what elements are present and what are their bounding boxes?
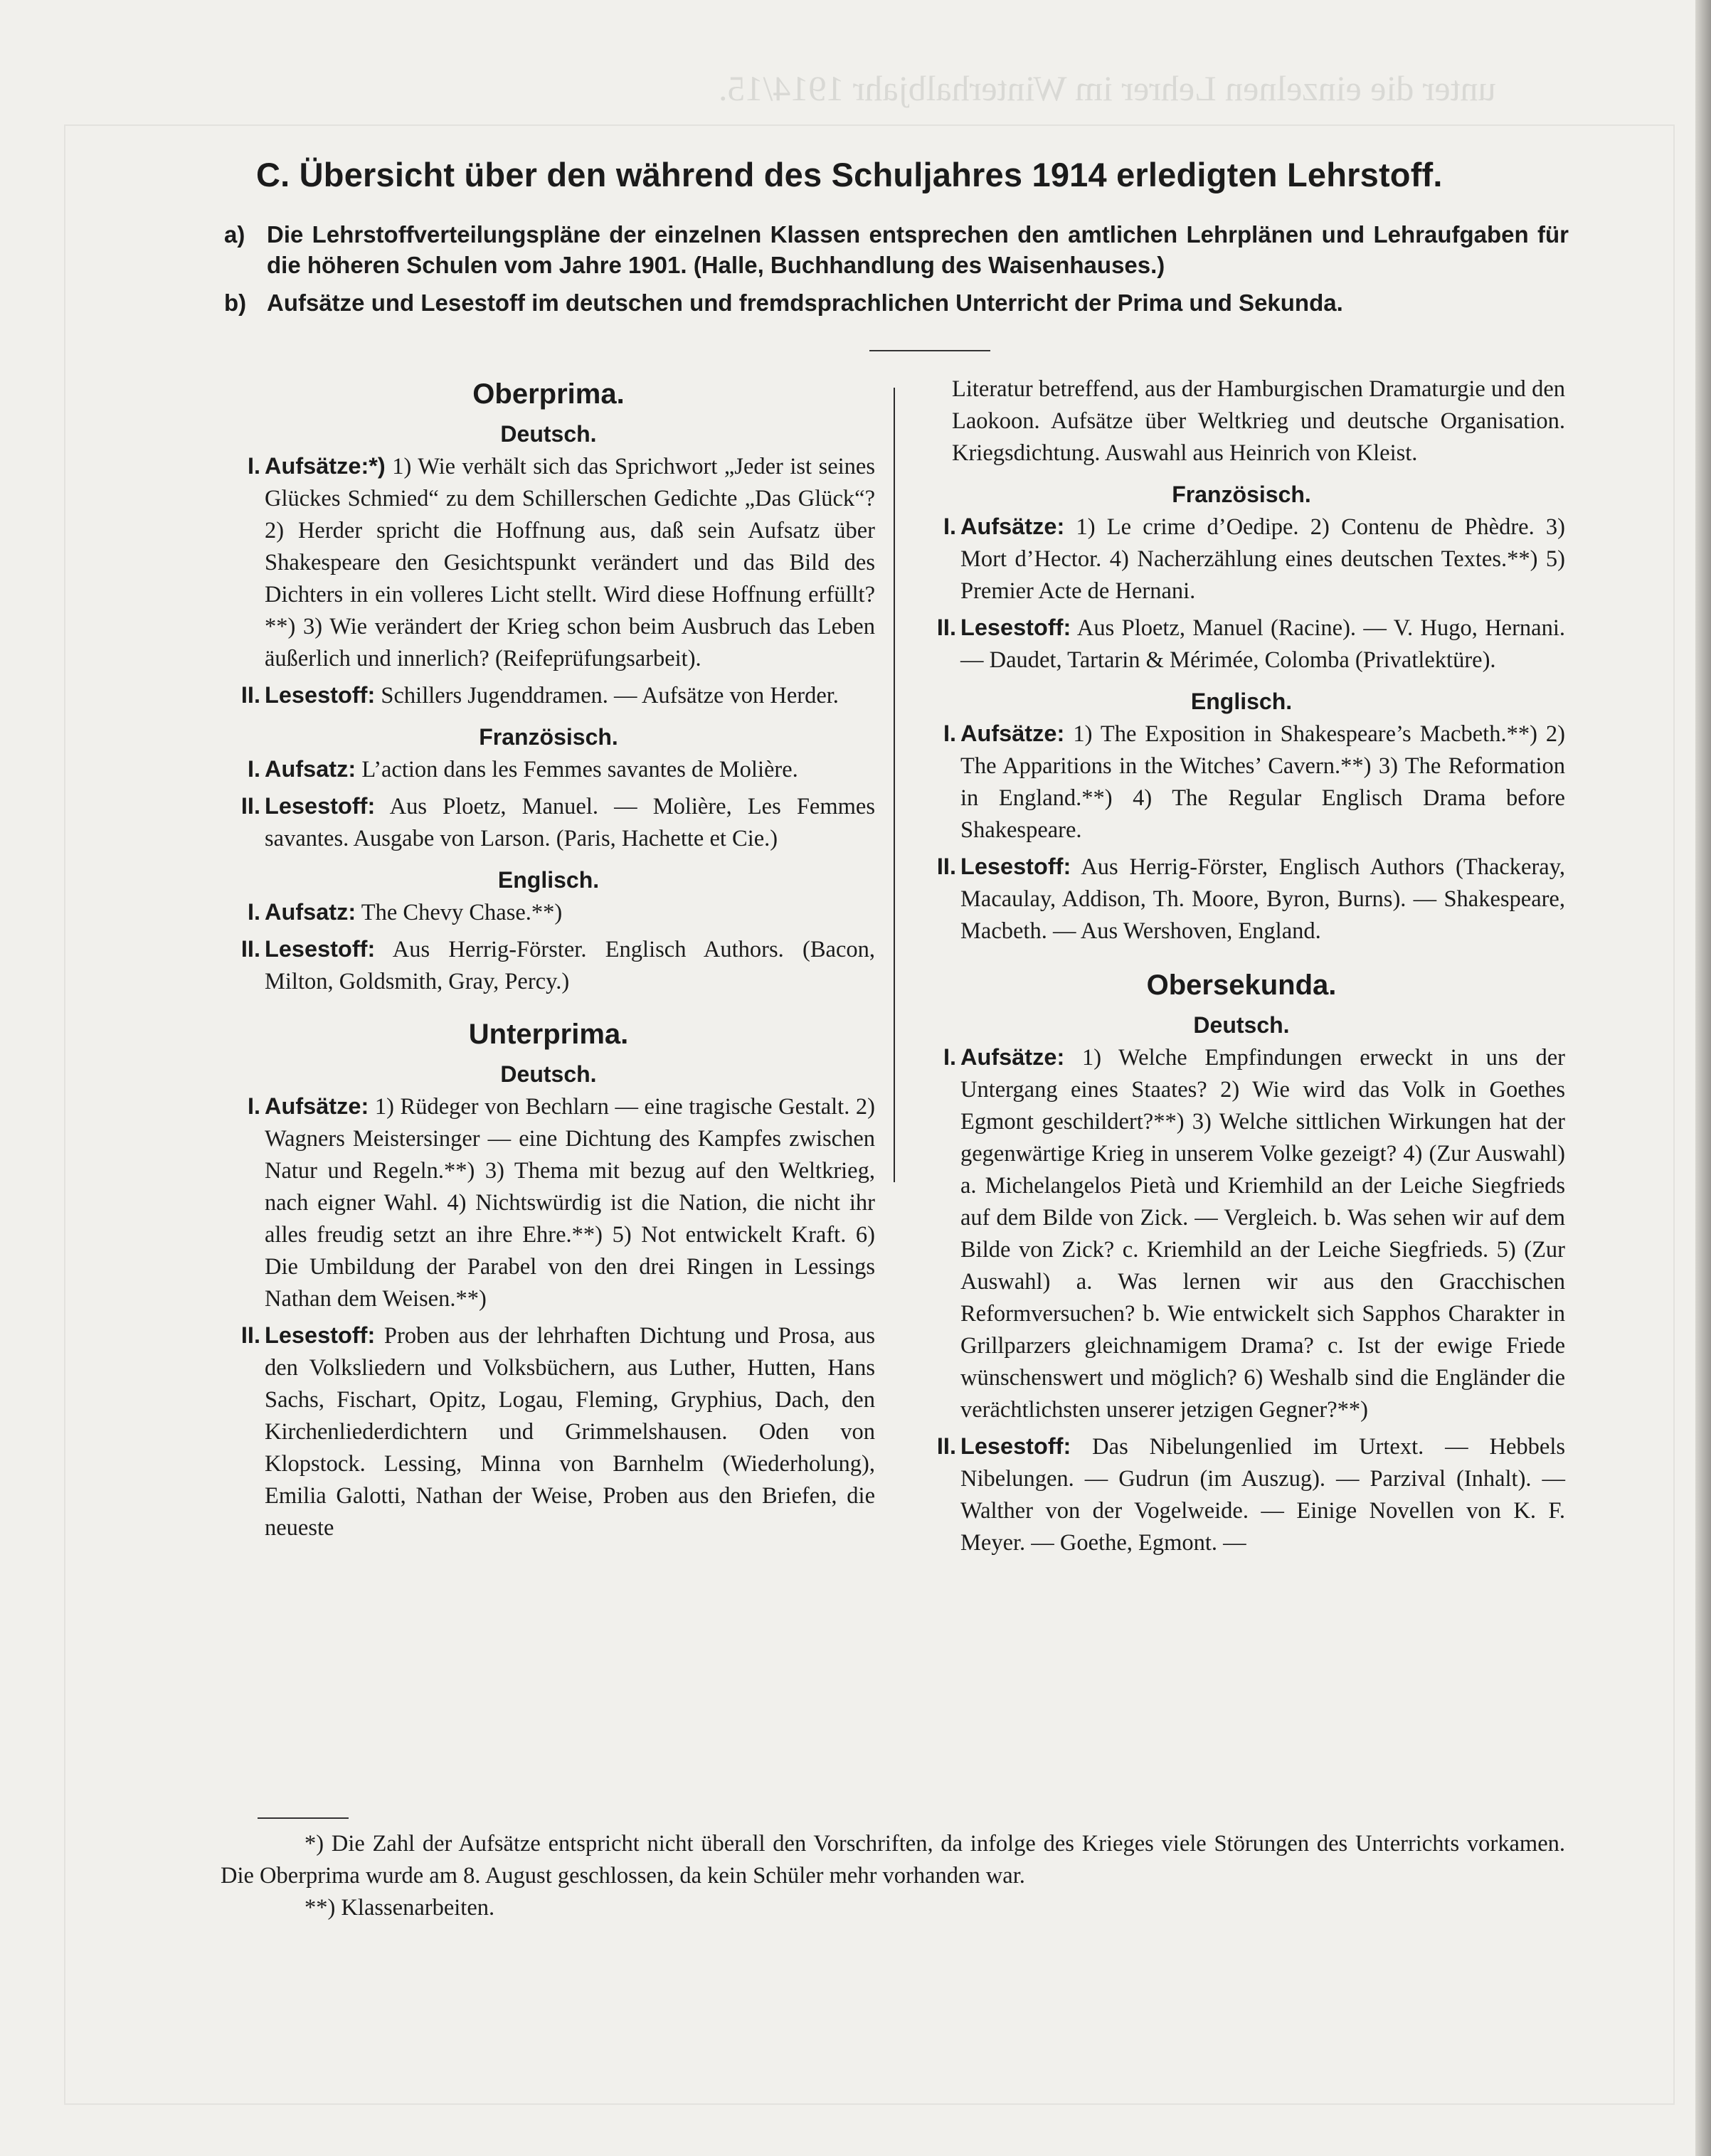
entry-label: Aufsätze: [960, 1044, 1065, 1070]
entry-text: Aus Herrig-Förster, Englisch Authors (Thackeray, Macaulay, Addison, Th. Moore, Byron, Burns). — Shakespeare, Macbeth. — Aus Wershoven, England. [960, 854, 1565, 944]
entry-number: I. [943, 514, 956, 539]
entry-aufsatz [222, 753, 875, 786]
entry-lesestoff [918, 851, 1565, 947]
entry-aufsaetze [222, 450, 875, 675]
subject-franzoesisch: Französisch. [1172, 482, 1311, 507]
page-edge-shadow [1695, 0, 1711, 2156]
intro-b-text: Aufsätze und Lesestoff im deutschen und fremdsprachlichen Unterricht der Prima und Sekunda. [267, 290, 1343, 316]
entry-lesestoff [918, 612, 1565, 676]
intro-b [224, 287, 1569, 318]
entry-label: Aufsätze: [265, 1093, 369, 1119]
entry-text: 1) Wie verhält sich das Sprichwort „Jeder ist seines Glückes Schmied“ zu dem Schillerschen Gedichte „Das Glück“? 2) Herder spricht die Hoffnung aus, daß sein Aufsatz über Shakespeare den Gesichtspunkt verändert und das Bild des Dichters in ein volleres Licht stellt. Wird diese Hoffnung erfüllt?**) 3) Wie verändert der Krieg schon beim Ausbruch das Leben äußerlich und innerlich? (Reifeprüfungsarbeit). [265, 454, 875, 671]
column-divider [894, 388, 895, 1182]
intro-b-label: b) [224, 290, 247, 316]
footnote-1: *) Die Zahl der Aufsätze entspricht nicht überall den Vorschriften, da infolge des Krieges viele Störungen des Unterrichts vorkamen. Die Oberprima wurde am 8. August geschlossen, da kein Schüler mehr vorhanden war. [221, 1831, 1565, 1889]
intro-a-text: Die Lehrstoffverteilungspläne der einzelnen Klassen entsprechen den amtlichen Lehrplänen und Lehraufgaben für die höheren Schulen vom Jahre 1901. (Halle, Buchhandlung des Waisenhauses.) [267, 221, 1569, 278]
entry-text: Schillers Jugenddramen. — Aufsätze von Herder. [375, 683, 839, 708]
subject-deutsch: Deutsch. [500, 421, 597, 447]
entry-label: Lesestoff: [265, 1322, 376, 1348]
entry-number: II. [240, 936, 260, 962]
entry-label: Lesestoff: [960, 854, 1071, 879]
subject-englisch: Englisch. [1190, 689, 1293, 714]
entry-text: 1) Le crime d’Oedipe. 2) Contenu de Phèdre. 3) Mort d’Hector. 4) Nacherzählung eines deutschen Textes.**) 5) Premier Acte de Hernani. [960, 514, 1565, 604]
entry-number: I. [247, 453, 260, 479]
class-title-obersekunda: Obersekunda. [1146, 970, 1337, 1001]
entry-text: L’action dans les Femmes savantes de Molière. [356, 757, 798, 782]
left-column [222, 373, 875, 1544]
entry-label: Lesestoff: [265, 682, 376, 708]
entry-number: I. [247, 1093, 260, 1119]
entry-number: I. [943, 721, 956, 746]
footnotes [221, 1828, 1565, 1924]
entry-aufsaetze [222, 1090, 875, 1315]
entry-number: II. [240, 793, 260, 819]
entry-label: Aufsatz: [265, 756, 356, 782]
section-rule [869, 350, 990, 351]
entry-text: 1) The Exposition in Shakespeare’s Macbeth.**) 2) The Apparitions in the Witches’ Cavern.**) 3) The Reformation in England.**) 4) The Regular Englisch Drama before Shakespeare. [960, 721, 1565, 843]
entry-text: The Chevy Chase.**) [356, 900, 563, 925]
entry-label: Lesestoff: [265, 936, 376, 962]
entry-label: Aufsätze: [960, 721, 1065, 746]
footnote-2: **) Klassenarbeiten. [304, 1895, 495, 1921]
entry-text: Aus Ploetz, Manuel. — Molière, Les Femmes savantes. Ausgabe von Larson. (Paris, Hachette et Cie.) [265, 794, 875, 851]
class-title-oberprima: Oberprima. [472, 378, 625, 410]
entry-label: Aufsätze: [960, 514, 1065, 539]
entry-label: Aufsatz: [265, 899, 356, 925]
subject-deutsch: Deutsch. [1193, 1012, 1290, 1038]
entry-lesestoff [222, 790, 875, 855]
entry-text: 1) Welche Empfindungen erweckt in uns der Untergang eines Staates? 2) Wie wird das Volk in Goethes Egmont geschildert?**) 3) Welche sittlichen Wirkungen hat der gegenwärtige Krieg in unserem Volke gezeigt? 4) (Zur Auswahl) a. Michelangelos Pietà und Kriemhild an der Leiche Siegfrieds auf dem Bilde von Zick. — Vergleich. b. Was sehen wir auf dem Bilde von Zick? c. Kriemhild an der Leiche Siegfrieds. 5) (Zur Auswahl) a. Was lernen wir aus den Gracchischen Reformversuchen? b. Wie entwickelt sich Sapphos Charakter in Grillparzers gleichnamigem Drama? c. Ist der ewige Friede wünschenswert und möglich? 6) Weshalb sind die Engländer die verächtlichsten unserer jetzigen Gegner?**) [960, 1045, 1565, 1423]
entry-aufsaetze [918, 718, 1565, 846]
entry-label: Lesestoff: [960, 615, 1071, 640]
entry-text: Aus Ploetz, Manuel (Racine). — V. Hugo, Hernani. — Daudet, Tartarin & Mérimée, Colomba (Privatlektüre). [960, 615, 1565, 673]
entry-text: Das Nibelungenlied im Urtext. — Hebbels Nibelungen. — Gudrun (im Auszug). — Parzival (Inhalt). — Walther von der Vogelweide. — Einige Novellen von K. F. Meyer. — Goethe, Egmont. — [960, 1434, 1565, 1556]
subject-englisch: Englisch. [497, 867, 600, 893]
intro-a [224, 219, 1569, 280]
page-heading: C. Übersicht über den während des Schuljahres 1914 erledigten Lehrstoff. [256, 156, 1443, 193]
entry-number: I. [247, 899, 260, 925]
entry-number: II. [240, 1322, 260, 1348]
entry-number: II. [936, 615, 956, 640]
entry-number: II. [936, 1433, 956, 1459]
entry-lesestoff [222, 933, 875, 998]
entry-number: I. [943, 1044, 956, 1070]
entry-aufsatz [222, 896, 875, 929]
entry-aufsaetze [918, 511, 1565, 607]
subject-franzoesisch: Französisch. [479, 724, 618, 750]
intro-a-label: a) [224, 221, 245, 248]
continuation-text: Literatur betreffend, aus der Hamburgischen Dramaturgie und den Laokoon. Aufsätze über Weltkrieg und deutsche Organisation. Kriegsdichtung. Auswahl aus Heinrich von Kleist. [952, 376, 1565, 466]
bleed-through-decoration: unter die einzelnen Lehrer im Winterhalbjahr 1914/15. [719, 68, 1496, 108]
class-title-unterprima: Unterprima. [468, 1019, 629, 1050]
entry-text: Proben aus der lehrhaften Dichtung und Prosa, aus den Volksliedern und Volksbüchern, aus Luther, Hutten, Hans Sachs, Fischart, Opitz, Logau, Fleming, Gryphius, Dach, den Kirchenliederdichtern und Grimmelshausen. Oden von Klopstock. Lessing, Minna von Barnhelm (Wiederholung), Emilia Galotti, Nathan der Weise, Proben aus den Briefen, die neueste [265, 1323, 875, 1541]
entry-text: Aus Herrig-Förster. Englisch Authors. (Bacon, Milton, Goldsmith, Gray, Percy.) [265, 937, 875, 994]
entry-number: II. [936, 854, 956, 879]
entry-lesestoff [222, 679, 875, 712]
subject-deutsch: Deutsch. [500, 1061, 597, 1087]
footnote-rule [258, 1817, 349, 1819]
entry-lesestoff [918, 1430, 1565, 1559]
right-column [918, 373, 1565, 1559]
entry-text: 1) Rüdeger von Bechlarn — eine tragische Gestalt. 2) Wagners Meistersinger — eine Dichtung des Kampfes zwischen Natur und Regeln.**) 3) Thema mit bezug auf den Weltkrieg, nach eigner Wahl. 4) Nichtswürdig ist die Nation, die nicht ihr alles freudig setzt an ihre Ehre.**) 5) Not entwickelt Kraft. 6) Die Umbildung der Parabel von den drei Ringen in Lessings Nathan dem Weisen.**) [265, 1094, 875, 1312]
entry-number: II. [240, 682, 260, 708]
entry-lesestoff [222, 1319, 875, 1544]
entry-number: I. [247, 756, 260, 782]
entry-label: Lesestoff: [960, 1433, 1071, 1459]
entry-label: Aufsätze:*) [265, 453, 386, 479]
entry-label: Lesestoff: [265, 793, 376, 819]
entry-aufsaetze [918, 1041, 1565, 1426]
